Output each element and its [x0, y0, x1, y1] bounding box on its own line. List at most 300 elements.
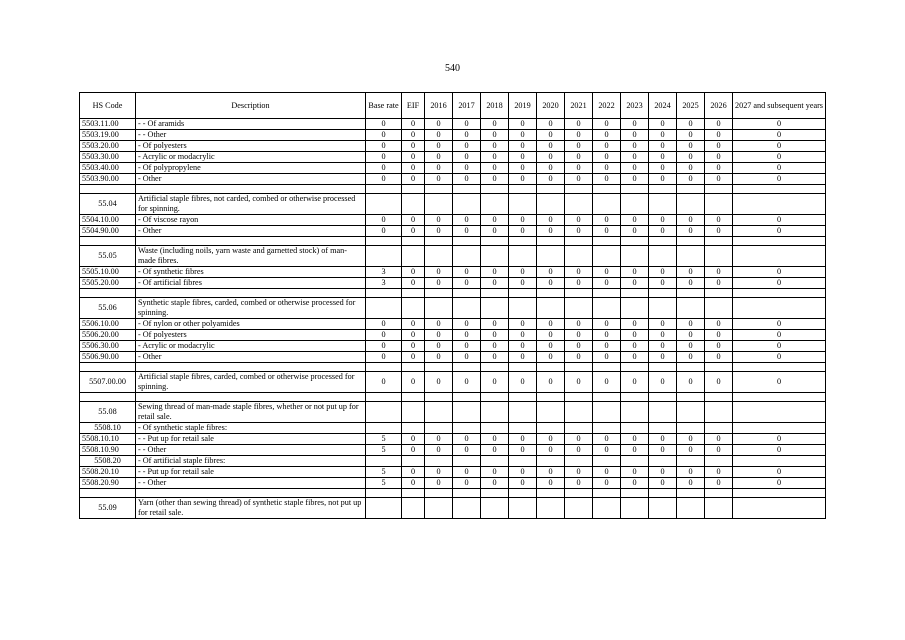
rate-cell: 3: [366, 267, 402, 278]
empty-cell: [705, 498, 733, 519]
empty-cell: [453, 363, 481, 372]
rate-cell: 0: [621, 119, 649, 130]
description-cell: - Of nylon or other polyamides: [136, 319, 366, 330]
empty-cell: [733, 185, 826, 194]
rate-cell: 0: [366, 174, 402, 185]
empty-cell: [565, 289, 593, 298]
hs-code-cell: 55.06: [80, 298, 136, 319]
rate-cell: 0: [402, 141, 425, 152]
rate-cell: 0: [509, 130, 537, 141]
rate-cell: 0: [402, 341, 425, 352]
empty-cell: [593, 194, 621, 215]
empty-cell: [80, 289, 136, 298]
description-cell: Synthetic staple fibres, carded, combed or otherwise processed for spinning.: [136, 298, 366, 319]
rate-cell: 0: [649, 163, 677, 174]
rate-cell: 0: [733, 372, 826, 393]
rate-cell: 0: [481, 163, 509, 174]
empty-cell: [565, 237, 593, 246]
rate-cell: 0: [705, 174, 733, 185]
rate-cell: 0: [366, 130, 402, 141]
empty-cell: [649, 498, 677, 519]
rate-cell: 0: [481, 152, 509, 163]
rate-cell: 0: [593, 119, 621, 130]
rate-cell: 0: [453, 319, 481, 330]
rate-cell: 0: [481, 341, 509, 352]
empty-cell: [366, 456, 402, 467]
empty-cell: [481, 185, 509, 194]
rate-cell: 0: [366, 163, 402, 174]
rate-cell: 0: [705, 372, 733, 393]
empty-cell: [481, 393, 509, 402]
empty-cell: [565, 498, 593, 519]
empty-cell: [481, 489, 509, 498]
empty-cell: [677, 237, 705, 246]
table-row: [80, 445, 826, 456]
empty-cell: [649, 289, 677, 298]
rate-cell: 0: [366, 226, 402, 237]
empty-cell: [733, 194, 826, 215]
empty-cell: [733, 246, 826, 267]
rate-cell: 0: [649, 119, 677, 130]
rate-cell: 0: [481, 330, 509, 341]
rate-cell: 0: [565, 119, 593, 130]
rate-cell: 0: [565, 152, 593, 163]
rate-cell: 0: [453, 278, 481, 289]
empty-cell: [705, 194, 733, 215]
empty-cell: [453, 393, 481, 402]
subheading-row: [80, 423, 826, 434]
rate-cell: 5: [366, 478, 402, 489]
rate-cell: 0: [537, 130, 565, 141]
col-header: 2027 and subsequent years: [733, 93, 826, 119]
rate-cell: 0: [425, 434, 453, 445]
empty-cell: [425, 194, 453, 215]
empty-cell: [677, 289, 705, 298]
empty-cell: [481, 498, 509, 519]
empty-cell: [453, 185, 481, 194]
hs-code-cell: 5505.10.00: [80, 267, 136, 278]
empty-cell: [425, 423, 453, 434]
empty-cell: [402, 363, 425, 372]
rate-cell: 0: [425, 445, 453, 456]
description-cell: - - Put up for retail sale: [136, 467, 366, 478]
rate-cell: 0: [402, 372, 425, 393]
rate-cell: 0: [402, 119, 425, 130]
empty-cell: [402, 456, 425, 467]
rate-cell: 0: [425, 130, 453, 141]
rate-cell: 0: [565, 319, 593, 330]
empty-cell: [649, 393, 677, 402]
hs-code-cell: 5508.20: [80, 456, 136, 467]
table-row: [80, 141, 826, 152]
empty-cell: [509, 298, 537, 319]
rate-cell: 0: [366, 152, 402, 163]
empty-cell: [453, 402, 481, 423]
table-row: [80, 352, 826, 363]
empty-cell: [621, 185, 649, 194]
empty-cell: [509, 498, 537, 519]
hs-code-cell: 5506.30.00: [80, 341, 136, 352]
rate-cell: 0: [705, 478, 733, 489]
empty-cell: [402, 246, 425, 267]
empty-cell: [80, 363, 136, 372]
empty-cell: [621, 456, 649, 467]
hs-code-cell: 5508.10.10: [80, 434, 136, 445]
rate-cell: 0: [565, 434, 593, 445]
empty-cell: [136, 393, 366, 402]
rate-cell: 0: [425, 267, 453, 278]
empty-cell: [402, 237, 425, 246]
rate-cell: 0: [509, 445, 537, 456]
rate-cell: 5: [366, 434, 402, 445]
rate-cell: 0: [509, 352, 537, 363]
rate-cell: 0: [565, 467, 593, 478]
empty-cell: [402, 489, 425, 498]
col-header: 2026: [705, 93, 733, 119]
description-cell: - - Other: [136, 445, 366, 456]
empty-cell: [402, 402, 425, 423]
empty-cell: [621, 237, 649, 246]
subheading-row: [80, 456, 826, 467]
empty-cell: [366, 363, 402, 372]
rate-cell: 0: [481, 174, 509, 185]
rate-cell: 0: [565, 330, 593, 341]
empty-cell: [537, 456, 565, 467]
rate-cell: 0: [509, 152, 537, 163]
description-cell: - Of synthetic fibres: [136, 267, 366, 278]
col-header: 2025: [677, 93, 705, 119]
table-row: [80, 478, 826, 489]
rate-cell: 0: [509, 174, 537, 185]
col-header: EIF: [402, 93, 425, 119]
rate-cell: 0: [366, 119, 402, 130]
empty-cell: [402, 423, 425, 434]
empty-cell: [565, 194, 593, 215]
rate-cell: 0: [677, 215, 705, 226]
rate-cell: 0: [733, 152, 826, 163]
rate-cell: 0: [621, 215, 649, 226]
rate-cell: 0: [509, 215, 537, 226]
rate-cell: 0: [537, 215, 565, 226]
rate-cell: 0: [565, 163, 593, 174]
rate-cell: 0: [537, 372, 565, 393]
rate-cell: 0: [677, 174, 705, 185]
empty-cell: [733, 456, 826, 467]
empty-cell: [481, 402, 509, 423]
rate-cell: 0: [733, 163, 826, 174]
heading-row: [80, 194, 826, 215]
rate-cell: 0: [621, 352, 649, 363]
rate-cell: 0: [677, 467, 705, 478]
table-row: [80, 372, 826, 393]
header-row: [80, 93, 826, 119]
empty-cell: [677, 456, 705, 467]
empty-cell: [80, 393, 136, 402]
description-cell: - Of polyesters: [136, 330, 366, 341]
rate-cell: 0: [537, 152, 565, 163]
empty-cell: [425, 456, 453, 467]
empty-cell: [402, 498, 425, 519]
col-header: 2019: [509, 93, 537, 119]
rate-cell: 0: [593, 278, 621, 289]
rate-cell: 0: [593, 163, 621, 174]
hs-code-cell: 55.05: [80, 246, 136, 267]
empty-cell: [621, 246, 649, 267]
rate-cell: 0: [481, 226, 509, 237]
table-row: [80, 341, 826, 352]
rate-cell: 0: [425, 141, 453, 152]
rate-cell: 0: [453, 141, 481, 152]
description-cell: Sewing thread of man-made staple fibres, whether or not put up for retail sale.: [136, 402, 366, 423]
rate-cell: 0: [537, 319, 565, 330]
rate-cell: 0: [453, 372, 481, 393]
empty-cell: [733, 289, 826, 298]
description-cell: - Other: [136, 352, 366, 363]
empty-cell: [537, 498, 565, 519]
rate-cell: 0: [677, 352, 705, 363]
rate-cell: 0: [649, 278, 677, 289]
description-cell: - Of synthetic staple fibres:: [136, 423, 366, 434]
empty-cell: [425, 402, 453, 423]
rate-cell: 0: [593, 226, 621, 237]
rate-cell: 0: [705, 141, 733, 152]
rate-cell: 0: [509, 163, 537, 174]
empty-cell: [649, 185, 677, 194]
empty-cell: [705, 363, 733, 372]
spacer-row: [80, 289, 826, 298]
rate-cell: 0: [593, 152, 621, 163]
empty-cell: [621, 289, 649, 298]
empty-cell: [136, 363, 366, 372]
rate-cell: 0: [425, 352, 453, 363]
rate-cell: 0: [593, 267, 621, 278]
empty-cell: [733, 393, 826, 402]
hs-code-cell: 5508.10: [80, 423, 136, 434]
rate-cell: 0: [425, 278, 453, 289]
hs-code-cell: 5505.20.00: [80, 278, 136, 289]
empty-cell: [593, 402, 621, 423]
empty-cell: [537, 246, 565, 267]
empty-cell: [593, 237, 621, 246]
empty-cell: [537, 237, 565, 246]
rate-cell: 0: [402, 152, 425, 163]
empty-cell: [705, 423, 733, 434]
rate-cell: 0: [509, 372, 537, 393]
table-row: [80, 278, 826, 289]
rate-cell: 0: [425, 163, 453, 174]
rate-cell: 0: [705, 152, 733, 163]
rate-cell: 5: [366, 445, 402, 456]
rate-cell: 0: [402, 278, 425, 289]
rate-cell: 0: [453, 163, 481, 174]
empty-cell: [705, 402, 733, 423]
empty-cell: [621, 423, 649, 434]
empty-cell: [136, 489, 366, 498]
rate-cell: 0: [649, 478, 677, 489]
description-cell: - Other: [136, 226, 366, 237]
empty-cell: [593, 456, 621, 467]
heading-row: [80, 402, 826, 423]
description-cell: - - Put up for retail sale: [136, 434, 366, 445]
rate-cell: 0: [565, 141, 593, 152]
spacer-row: [80, 237, 826, 246]
empty-cell: [733, 363, 826, 372]
rate-cell: 0: [705, 215, 733, 226]
rate-cell: 0: [677, 434, 705, 445]
rate-cell: 0: [565, 226, 593, 237]
rate-cell: 0: [677, 163, 705, 174]
rate-cell: 0: [593, 478, 621, 489]
rate-cell: 0: [453, 226, 481, 237]
rate-cell: 0: [425, 478, 453, 489]
empty-cell: [509, 237, 537, 246]
rate-cell: 0: [425, 174, 453, 185]
rate-cell: 0: [366, 341, 402, 352]
empty-cell: [593, 363, 621, 372]
rate-cell: 0: [453, 434, 481, 445]
rate-cell: 0: [677, 319, 705, 330]
empty-cell: [509, 393, 537, 402]
rate-cell: 0: [537, 278, 565, 289]
rate-cell: 0: [481, 478, 509, 489]
empty-cell: [733, 237, 826, 246]
empty-cell: [621, 498, 649, 519]
empty-cell: [705, 393, 733, 402]
hs-code-cell: 5508.20.10: [80, 467, 136, 478]
rate-cell: 0: [425, 119, 453, 130]
empty-cell: [453, 289, 481, 298]
rate-cell: 0: [565, 130, 593, 141]
empty-cell: [565, 402, 593, 423]
rate-cell: 0: [509, 330, 537, 341]
rate-cell: 0: [453, 215, 481, 226]
rate-cell: 0: [402, 467, 425, 478]
empty-cell: [537, 363, 565, 372]
rate-cell: 0: [677, 341, 705, 352]
empty-cell: [649, 456, 677, 467]
empty-cell: [621, 489, 649, 498]
description-cell: - Of artificial fibres: [136, 278, 366, 289]
empty-cell: [481, 456, 509, 467]
empty-cell: [705, 289, 733, 298]
rate-cell: 0: [593, 141, 621, 152]
rate-cell: 0: [621, 174, 649, 185]
spacer-row: [80, 489, 826, 498]
hs-code-cell: 55.04: [80, 194, 136, 215]
empty-cell: [649, 423, 677, 434]
rate-cell: 0: [705, 278, 733, 289]
rate-cell: 0: [453, 467, 481, 478]
rate-cell: 0: [453, 267, 481, 278]
empty-cell: [733, 402, 826, 423]
empty-cell: [733, 423, 826, 434]
empty-cell: [80, 237, 136, 246]
empty-cell: [705, 237, 733, 246]
rate-cell: 0: [565, 215, 593, 226]
rate-cell: 0: [565, 445, 593, 456]
empty-cell: [677, 194, 705, 215]
rate-cell: 0: [481, 319, 509, 330]
rate-cell: 0: [621, 267, 649, 278]
empty-cell: [366, 489, 402, 498]
empty-cell: [621, 402, 649, 423]
rate-cell: 0: [537, 119, 565, 130]
table-row: [80, 226, 826, 237]
rate-cell: 3: [366, 278, 402, 289]
rate-cell: 5: [366, 467, 402, 478]
rate-cell: 0: [537, 330, 565, 341]
empty-cell: [402, 393, 425, 402]
heading-row: [80, 246, 826, 267]
rate-cell: 0: [733, 445, 826, 456]
rate-cell: 0: [402, 174, 425, 185]
col-header: 2020: [537, 93, 565, 119]
rate-cell: 0: [593, 330, 621, 341]
rate-cell: 0: [621, 434, 649, 445]
description-cell: - Acrylic or modacrylic: [136, 152, 366, 163]
empty-cell: [537, 194, 565, 215]
empty-cell: [537, 298, 565, 319]
empty-cell: [453, 489, 481, 498]
rate-cell: 0: [481, 352, 509, 363]
rate-cell: 0: [733, 130, 826, 141]
empty-cell: [649, 237, 677, 246]
hs-code-cell: 5503.90.00: [80, 174, 136, 185]
rate-cell: 0: [366, 215, 402, 226]
empty-cell: [593, 246, 621, 267]
rate-cell: 0: [509, 278, 537, 289]
empty-cell: [366, 402, 402, 423]
table-row: [80, 319, 826, 330]
rate-cell: 0: [366, 372, 402, 393]
rate-cell: 0: [481, 119, 509, 130]
empty-cell: [366, 298, 402, 319]
empty-cell: [593, 289, 621, 298]
rate-cell: 0: [649, 267, 677, 278]
rate-cell: 0: [537, 163, 565, 174]
rate-cell: 0: [593, 467, 621, 478]
description-cell: - Other: [136, 174, 366, 185]
col-header: Description: [136, 93, 366, 119]
rate-cell: 0: [677, 267, 705, 278]
empty-cell: [677, 402, 705, 423]
rate-cell: 0: [402, 434, 425, 445]
rate-cell: 0: [705, 434, 733, 445]
empty-cell: [677, 246, 705, 267]
rate-cell: 0: [649, 434, 677, 445]
empty-cell: [481, 298, 509, 319]
empty-cell: [481, 423, 509, 434]
rate-cell: 0: [537, 352, 565, 363]
rate-cell: 0: [537, 434, 565, 445]
rate-cell: 0: [509, 478, 537, 489]
rate-cell: 0: [733, 478, 826, 489]
rate-cell: 0: [649, 226, 677, 237]
rate-cell: 0: [537, 141, 565, 152]
rate-cell: 0: [649, 445, 677, 456]
rate-cell: 0: [621, 478, 649, 489]
rate-cell: 0: [402, 130, 425, 141]
hs-code-cell: 5504.10.00: [80, 215, 136, 226]
rate-cell: 0: [593, 215, 621, 226]
empty-cell: [677, 423, 705, 434]
empty-cell: [537, 289, 565, 298]
table-row: [80, 152, 826, 163]
rate-cell: 0: [733, 215, 826, 226]
rate-cell: 0: [649, 152, 677, 163]
rate-cell: 0: [425, 226, 453, 237]
table-row: [80, 467, 826, 478]
